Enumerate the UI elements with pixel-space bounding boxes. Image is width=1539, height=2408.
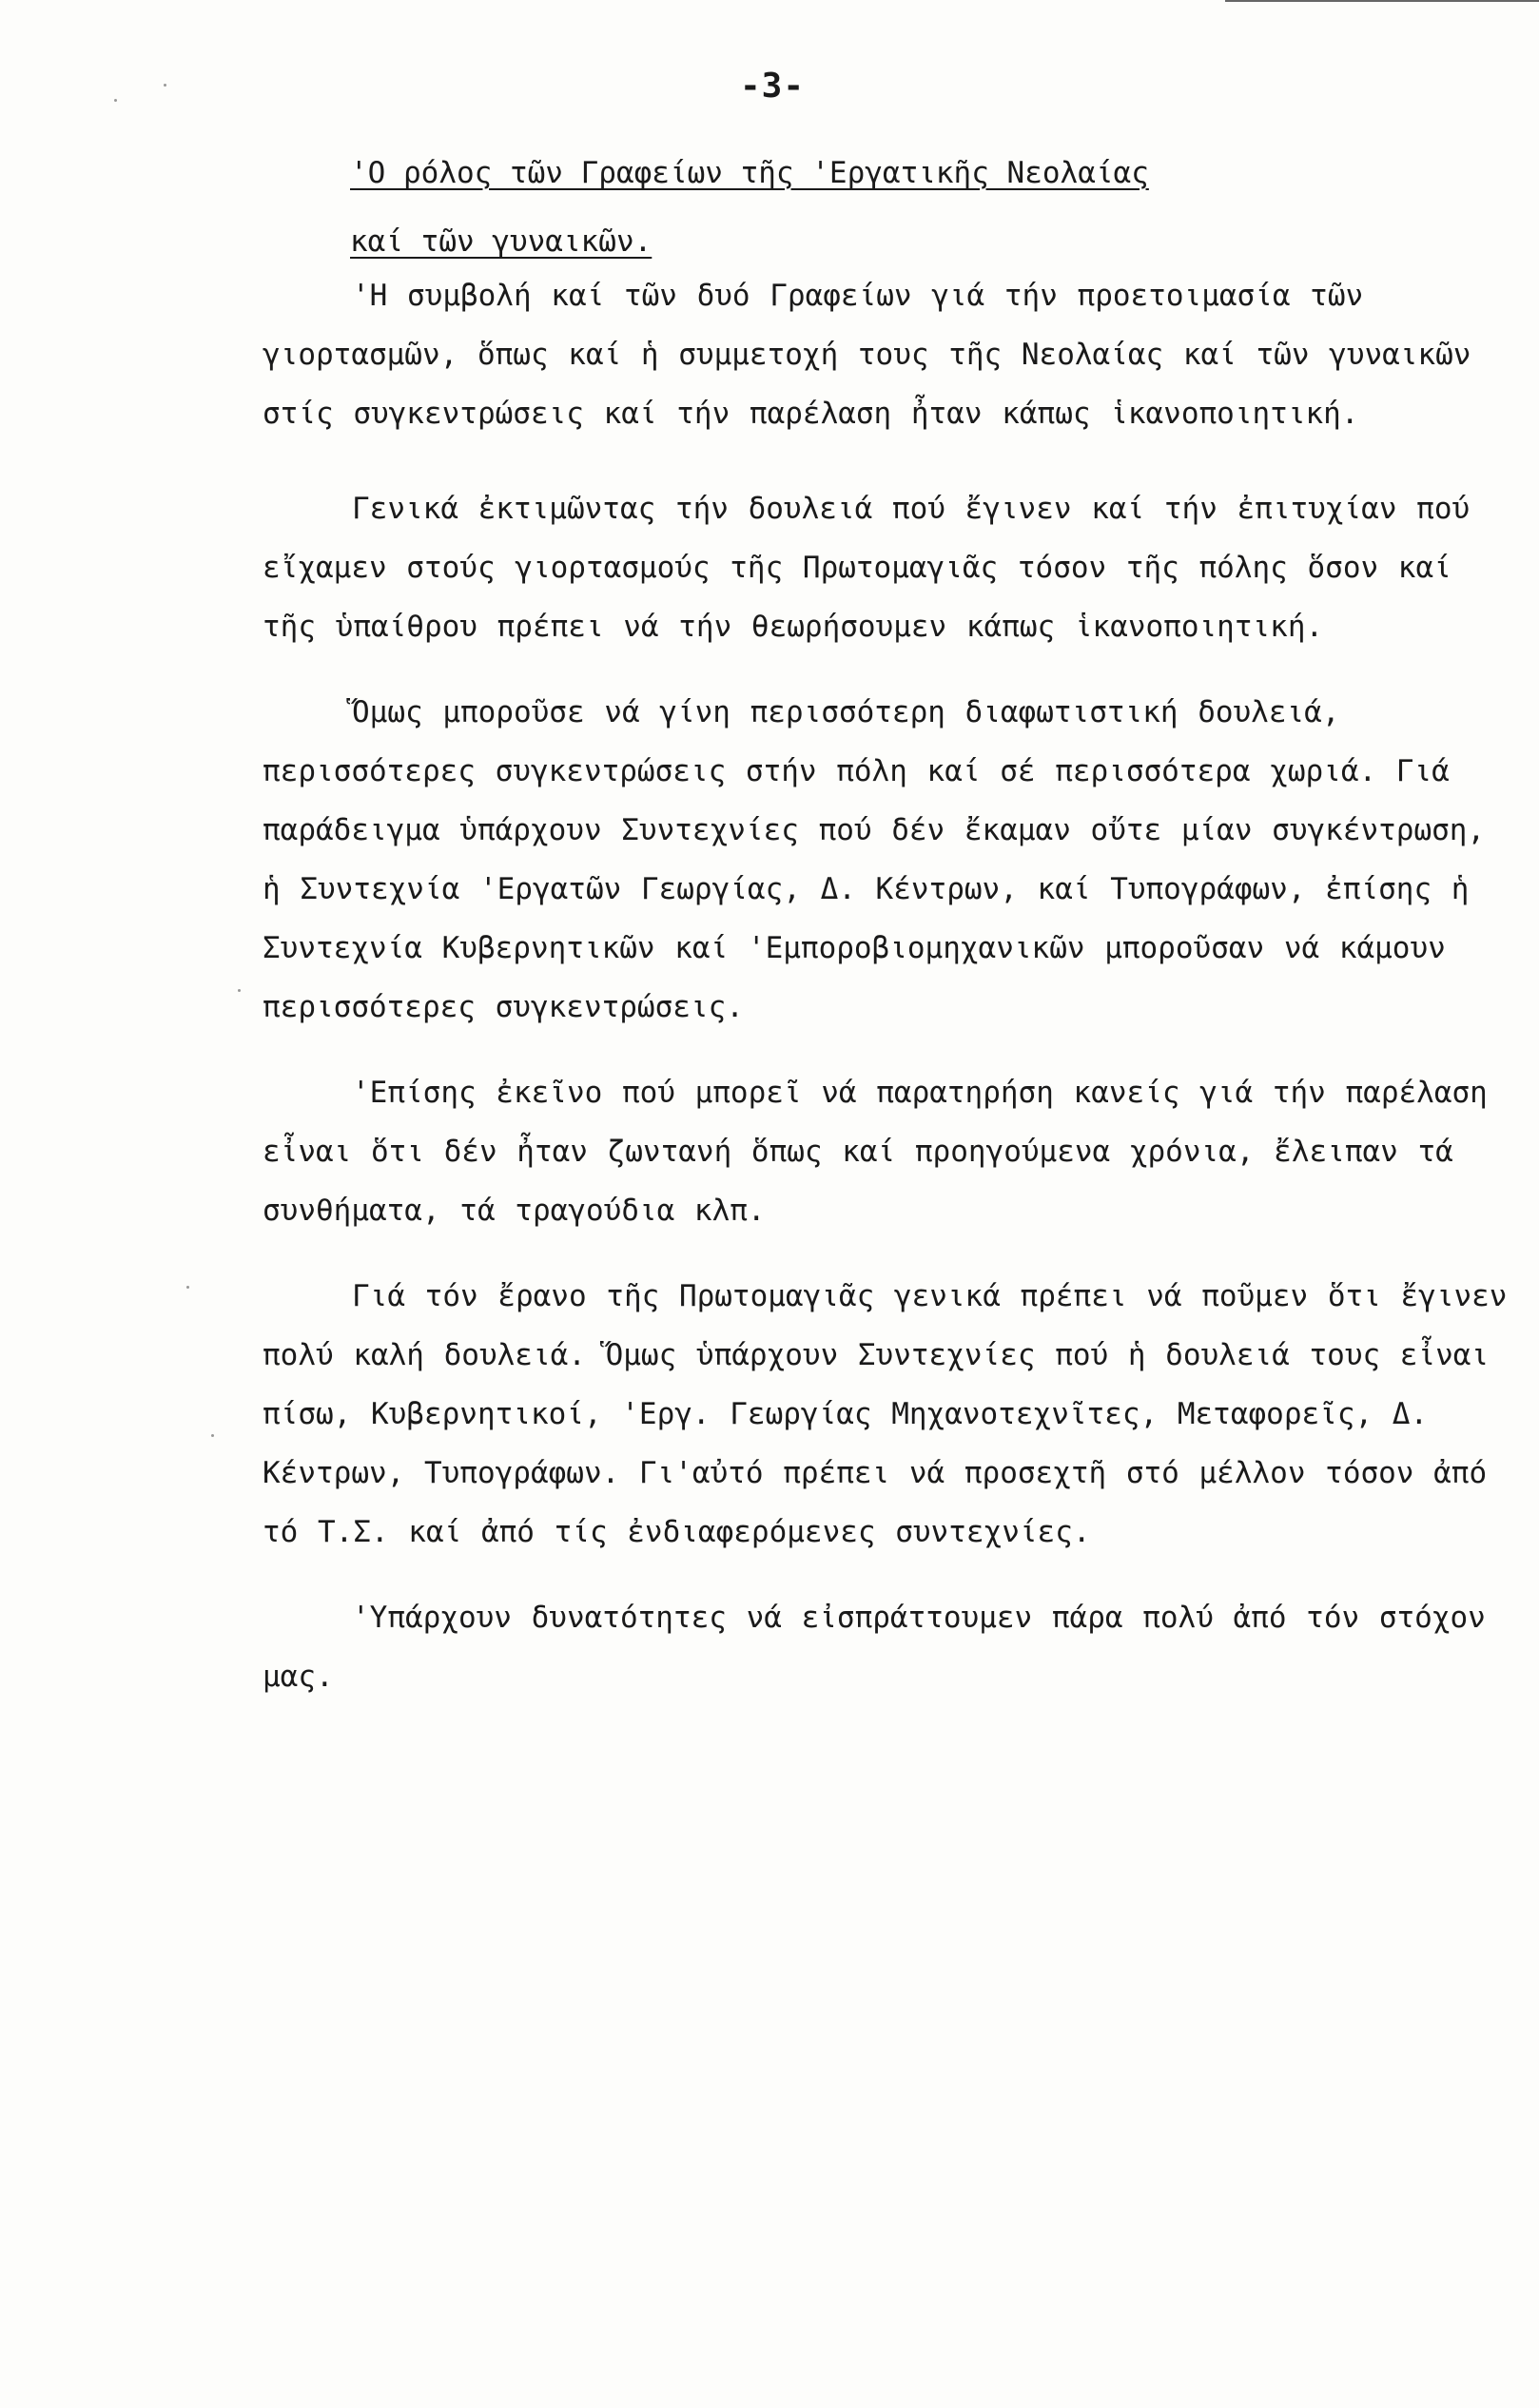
- scan-speck: [211, 1434, 214, 1437]
- scan-speck: [186, 1286, 189, 1289]
- paragraph: 'Επίσης ἐκεῖνο πού μπορεῖ νά παρατηρήση κανείς γιά τήν παρέλαση εἶναι ὅτι δέν ἦταν ζωντανή ὅπως καί προηγούμενα χρόνια, ἔλειπαν τά συνθήματα, τά τραγούδια κλπ.: [263, 1076, 1488, 1228]
- body-text: [263, 266, 1509, 1733]
- paragraph: 'Υπάρχουν δυνατότητες νά εἰσπράττουμεν πάρα πολύ ἀπό τόν στόχον μας.: [263, 1601, 1486, 1694]
- paragraph: Γενικά ἐκτιμῶντας τήν δουλειά πού ἔγινεν καί τήν ἐπιτυχίαν πού εἴχαμεν στούς γιορτασμούς τῆς Πρωτομαγιᾶς τόσον τῆς πόλης ὅσον καί τῆς ὑπαίθρου πρέπει νά τήν θεωρήσουμεν κάπως ἱκανοποιητική.: [263, 492, 1471, 644]
- scan-speck: [238, 989, 241, 992]
- scan-speck: [164, 84, 166, 87]
- scan-speck: [114, 99, 117, 102]
- heading-line-1: 'Ο ρόλος τῶν Γραφείων τῆς 'Εργατικῆς Νεολαίας: [350, 156, 1149, 190]
- paragraph: Γιά τόν ἔρανο τῆς Πρωτομαγιᾶς γενικά πρέπει νά ποῦμεν ὅτι ἔγινεν πολύ καλή δουλειά. Ὅμως ὑπάρχουν Συντεχνίες πού ἡ δουλειά τους εἶναι πίσω, Κυβερνητικοί, 'Εργ. Γεωργίας Μηχανοτεχνῖτες, Μεταφορεῖς, Δ. Κέντρων, Τυπογράφων. Γι'αὐτό πρέπει νά προσεχτῆ στό μέλλον τόσον ἀπό τό Τ.Σ. καί ἀπό τίς ἐνδιαφερόμενες συντεχνίες.: [263, 1279, 1508, 1549]
- heading-line-2: καί τῶν γυναικῶν.: [350, 224, 653, 259]
- section-heading: [350, 139, 1263, 276]
- page-number: -3-: [740, 67, 806, 106]
- scan-edge-line: [1225, 0, 1539, 2]
- paragraph: Ὅμως μποροῦσε νά γίνη περισσότερη διαφωτιστική δουλειά, περισσότερες συγκεντρώσεις στήν πόλη καί σέ περισσότερα χωριά. Γιά παράδειγμα ὑπάρχουν Συντεχνίες πού δέν ἔκαμαν οὔτε μίαν συγκέντρωση, ἡ Συντεχνία 'Εργατῶν Γεωργίας, Δ. Κέντρων, καί Τυπογράφων, ἐπίσης ἡ Συντεχνία Κυβερνητικῶν καί 'Εμποροβιομηχανικῶν μποροῦσαν νά κάμουν περισσότερες συγκεντρώσεις.: [263, 695, 1486, 1024]
- paragraph: 'Η συμβολή καί τῶν δυό Γραφείων γιά τήν προετοιμασία τῶν γιορτασμῶν, ὅπως καί ἡ συμμετοχή τους τῆς Νεολαίας καί τῶν γυναικῶν στίς συγκεντρώσεις καί τήν παρέλαση ἦταν κάπως ἱκανοποιητική.: [263, 279, 1471, 431]
